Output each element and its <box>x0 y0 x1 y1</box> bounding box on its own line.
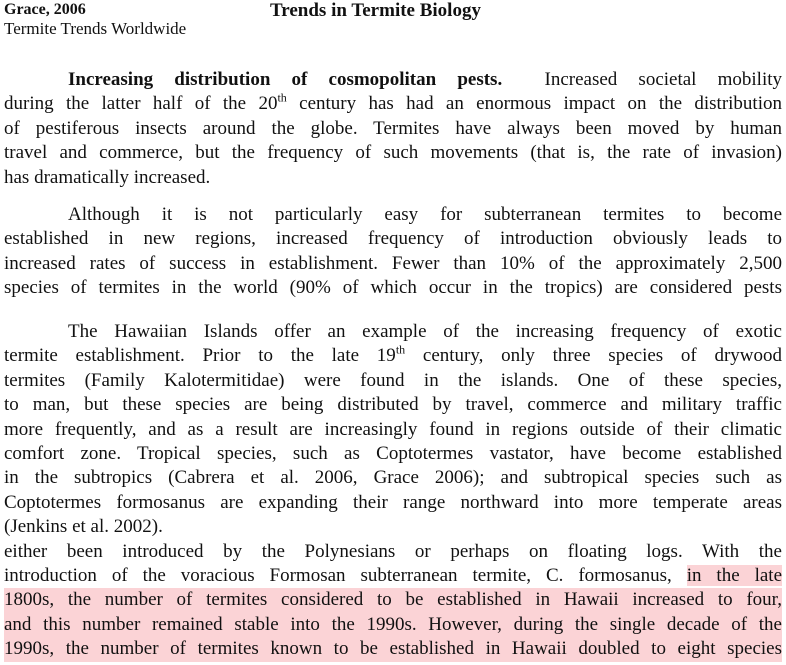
text-span: century, only three species of drywood <box>422 345 782 367</box>
superscript: th <box>277 92 287 106</box>
paragraph-1-line <box>4 68 782 92</box>
paragraph-1 <box>4 68 782 190</box>
paragraph-2-line: Although it is not particularly easy for subterranean termites to become <box>68 204 782 225</box>
page-title: Trends in Termite Biology <box>270 0 481 21</box>
paragraph-3-line: termites (Family Kalotermitidae) were found in the islands. One of these species, <box>4 369 782 391</box>
paragraph-1-line: of pestiferous insects around the globe. Termites have always been moved by human <box>4 117 782 139</box>
paragraph-3-line: in the subtropics (Cabrera et al. 2006, Grace 2006); and subtropical species such as <box>4 467 782 489</box>
superscript: th <box>395 344 406 358</box>
paragraph-2-line: established in new regions, increased frequency of introduction obviously leads to <box>4 228 782 250</box>
paragraph-3-line <box>4 637 782 661</box>
text-span: Increased societal mobility <box>544 69 782 90</box>
paragraph-3-line <box>4 613 782 637</box>
paragraph-3-line: to man, but these species are being distributed by travel, commerce and military traffic <box>4 394 782 416</box>
text-span: during the latter half of the 20 <box>4 93 278 115</box>
header-left <box>4 0 186 38</box>
text-span: termite establishment. Prior to the late 19 <box>4 345 396 367</box>
paragraph-3-line: either been introduced by the Polynesians or perhaps on floating logs. With the <box>4 540 782 562</box>
paragraph-2-line: species of termites in the world (90% of which occur in the tropics) are considered pests <box>4 277 782 299</box>
paragraph-3-line: (Jenkins et al. 2002). <box>4 516 163 538</box>
paragraph-3-line <box>4 564 782 588</box>
paragraph-1-line: has dramatically increased. <box>4 166 211 188</box>
paragraph-3 <box>4 320 782 662</box>
paragraph-lead-heading: Increasing distribution of cosmopolitan pests. <box>68 69 503 90</box>
highlighted-text: 1800s, the number of termites considered to be established in Hawaii increased to four, <box>4 588 782 612</box>
paragraph-1-line: travel and commerce, but the frequency of such movements (that is, the rate of invasion) <box>4 142 782 164</box>
highlighted-text: 1990s, the number of termites known to be established in Hawaii doubled to eight species <box>4 637 782 661</box>
paragraph-3-line: The Hawaiian Islands offer an example of the increasing frequency of exotic <box>68 321 782 342</box>
paragraph-3-line <box>4 344 782 368</box>
paragraph-3-line: more frequently, and as a result are increasingly found in regions outside of their climatic <box>4 418 782 440</box>
paragraph-3-line: comfort zone. Tropical species, such as Coptotermes vastator, have become established <box>4 443 782 465</box>
header-author: Grace, 2006 <box>4 1 86 18</box>
paragraph-3-line: Coptotermes formosanus are expanding their range northward into more temperate areas <box>4 491 782 513</box>
paragraph-3-line <box>4 588 782 612</box>
paragraph-2-line: increased rates of success in establishment. Fewer than 10% of the approximately 2,500 <box>4 252 782 274</box>
paragraph-2 <box>4 203 782 301</box>
header-subtitle: Termite Trends Worldwide <box>4 19 187 38</box>
highlighted-text: and this number remained stable into the 1990s. However, during the single decade of the <box>4 613 782 637</box>
text-span: introduction of the voracious Formosan subterranean termite, C. formosanus, <box>4 565 672 587</box>
paragraph-1-line <box>4 92 782 116</box>
text-span: century has had an enormous impact on the distribution <box>299 93 782 115</box>
highlighted-text: in the late <box>686 565 782 587</box>
